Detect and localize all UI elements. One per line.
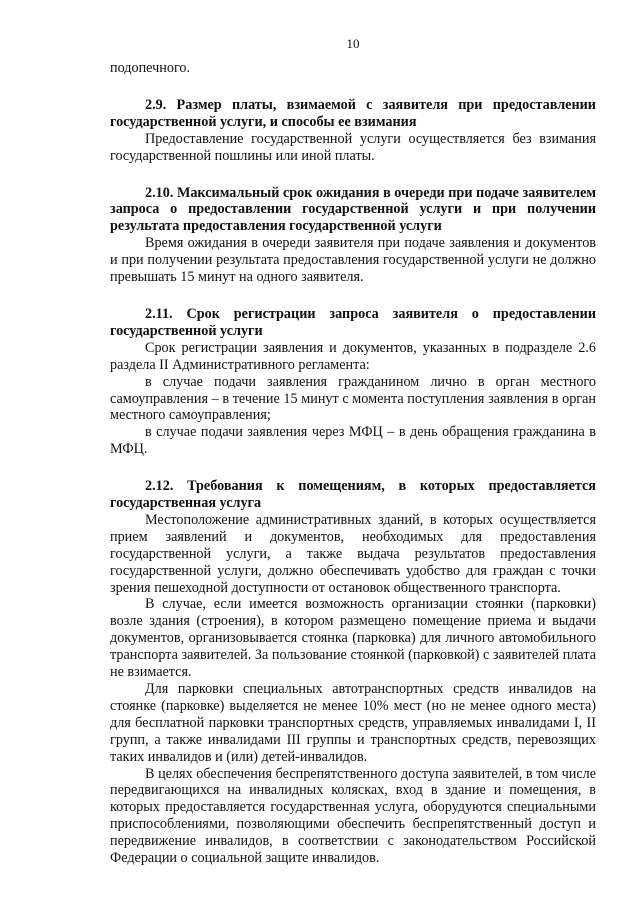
section-heading-2-12: 2.12. Требования к помещениям, в которых предоставляется государственная услуга	[110, 478, 596, 512]
section-heading-2-11: 2.11. Срок регистрации запроса заявителя о предоставлении государственной услуги	[110, 305, 596, 339]
paragraph: Местоположение административных зданий, в которых осуществляется прием заявлений и документов, необходимых для предоставления государственной услуги, а также выдача результатов предоставления государственной услуги, должно обеспечивать удобство для граждан с точки зрения пешеходной доступности от остановок общественного транспорта.	[110, 511, 596, 596]
section-heading-2-9: 2.9. Размер платы, взимаемой с заявителя при предоставлении государственной услуги, и способы ее взимания	[110, 96, 596, 130]
document-body	[110, 60, 596, 867]
paragraph: Для парковки специальных автотранспортных средств инвалидов на стоянке (парковке) выделяется не менее 10% мест (но не менее одного места) для бесплатной парковки транспортных средств, управляемых инвалидами I, II групп, а также инвалидами III группы и транспортных средств, перевозящих таких инвалидов и (или) детей-инвалидов.	[110, 681, 596, 765]
paragraph: Срок регистрации заявления и документов, указанных в подразделе 2.6 раздела II Административного регламента:	[110, 339, 596, 373]
paragraph: в случае подачи заявления гражданином лично в орган местного самоуправления – в течение 15 минут с момента поступления заявления в орган местного самоуправления;	[110, 373, 596, 424]
paragraph: в случае подачи заявления через МФЦ – в день обращения гражданина в МФЦ.	[110, 424, 596, 458]
page-number: 10	[346, 36, 360, 51]
paragraph: Предоставление государственной услуги осуществляется без взимания государственной пошлины или иной платы.	[110, 130, 596, 164]
paragraph: Время ожидания в очереди заявителя при подаче заявления и документов и при получении результата предоставления государственной услуги не должно превышать 15 минут на одного заявителя.	[110, 235, 596, 286]
section-heading-2-10: 2.10. Максимальный срок ожидания в очереди при подаче заявителем запроса о предоставлении государственной услуги и при получении результата предоставления государственной услуги	[110, 184, 596, 235]
paragraph: В случае, если имеется возможность организации стоянки (парковки) возле здания (строения), в котором размещено помещение приема и выдачи документов, организовывается стоянка (парковка) для личного автомобильного транспорта заявителей. За пользование стоянкой (парковкой) с заявителей плата не взимается.	[110, 596, 596, 681]
paragraph: В целях обеспечения беспрепятственного доступа заявителей, в том числе передвигающихся на инвалидных колясках, вход в здание и помещения, в которых предоставляется государственная услуга, оборудуются специальными приспособлениями, позволяющими обеспечить беспрепятственный доступ и передвижение инвалидов, в соответствии с законодательством Российской Федерации о социальной защите инвалидов.	[110, 765, 596, 867]
lead-text: подопечного.	[110, 60, 191, 76]
